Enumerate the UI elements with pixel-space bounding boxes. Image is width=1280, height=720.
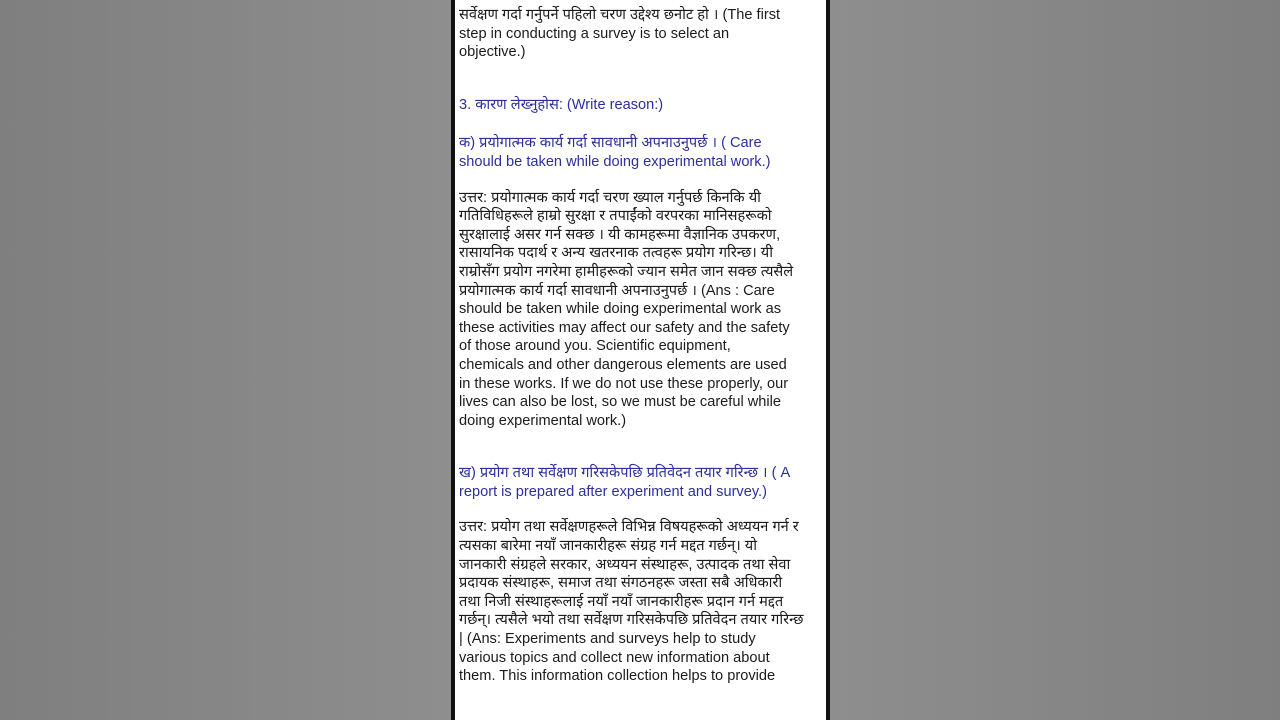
text-line: जानकारी संग्रहले सरकार, अध्ययन संस्थाहरू, उत्पादक तथा सेवा bbox=[459, 556, 791, 573]
question-a-answer bbox=[459, 189, 822, 431]
text-line: रासायनिक पदार्थ र अन्य खतरनाक तत्वहरू प्रयोग गरिन्छ। यी bbox=[459, 245, 774, 262]
text-line: गर्छन्। त्यसैले भयो तथा सर्वेक्षण गरिसकेपछि प्रतिवेदन तयार गरिन्छ bbox=[459, 612, 804, 629]
text-line: report is prepared after experiment and survey.) bbox=[459, 483, 767, 500]
text-line: chemicals and other dangerous elements are used bbox=[459, 356, 787, 373]
question-b-answer bbox=[459, 518, 822, 685]
question-b-label bbox=[459, 464, 822, 501]
text-line: राम्रोसँग प्रयोग नगरेमा हामीहरूको ज्यान समेत जान सक्छ त्यसैले bbox=[459, 263, 794, 280]
document-page[interactable] bbox=[455, 0, 826, 720]
text-line: should be taken while doing experimental work as bbox=[459, 301, 782, 318]
text-line: तथा निजी संस्थाहरूलाई नयाँ नयाँ जानकारीहरू प्रदान गर्न मद्दत bbox=[459, 593, 784, 610]
text-line: should be taken while doing experimental work.) bbox=[459, 153, 771, 170]
text-line: of those around you. Scientific equipment, bbox=[459, 338, 731, 355]
background-right bbox=[830, 0, 1280, 720]
intro-paragraph bbox=[459, 6, 822, 62]
text-line: in these works. If we do not use these properly, our bbox=[459, 375, 789, 392]
text-line: क) प्रयोगात्मक कार्य गर्दा सावधानी अपनाउनुपर्छ । ( Care bbox=[459, 135, 762, 152]
text-line: त्यसका बारेमा नयाँ जानकारीहरू संग्रह गर्न मद्दत गर्छन्। यो bbox=[459, 538, 758, 555]
text-line: सर्वेक्षण गर्दा गर्नुपर्ने पहिलो चरण उद्देश्य छनोट हो । (The first bbox=[459, 7, 781, 23]
text-line: प्रदायक संस्थाहरू, समाज तथा संगठनहरू जस्ता सबै अधिकारी bbox=[459, 575, 783, 592]
question-a-label bbox=[459, 134, 822, 171]
text-line: गतिविधिहरूले हाम्रो सुरक्षा र तपाईंको वरपरका मानिसहरूको bbox=[459, 208, 772, 225]
document-content bbox=[455, 0, 826, 686]
text-line: objective.) bbox=[459, 44, 526, 61]
text-line: them. This information collection helps to provide bbox=[459, 668, 776, 685]
text-line: doing experimental work.) bbox=[459, 412, 627, 429]
text-line: ख) प्रयोग तथा सर्वेक्षण गरिसकेपछि प्रतिवेदन तयार गरिन्छ । ( A bbox=[459, 465, 791, 482]
background-left bbox=[0, 0, 451, 720]
text-line: lives can also be lost, so we must be careful while bbox=[459, 394, 782, 411]
text-line: these activities may affect our safety and the safety bbox=[459, 319, 790, 336]
text-line: उत्तर: प्रयोगात्मक कार्य गर्दा चरण ख्याल गर्नुपर्छ किनकि यी bbox=[459, 189, 761, 206]
text-line: | (Ans: Experiments and surveys help to study bbox=[459, 631, 756, 648]
text-line: सुरक्षालाई असर गर्न सक्छ । यी कामहरूमा वैज्ञानिक उपकरण, bbox=[459, 226, 781, 243]
text-line: various topics and collect new information about bbox=[459, 649, 770, 666]
section-heading: 3. कारण लेख्नुहोस: (Write reason:) bbox=[459, 96, 664, 113]
text-line: step in conducting a survey is to select an bbox=[459, 25, 730, 42]
text-line: उत्तर: प्रयोग तथा सर्वेक्षणहरूले विभिन्न विषयहरूको अध्ययन गर्न र bbox=[459, 519, 799, 536]
text-line: प्रयोगात्मक कार्य गर्दा सावधानी अपनाउनुपर्छ । (Ans : Care bbox=[459, 282, 775, 299]
